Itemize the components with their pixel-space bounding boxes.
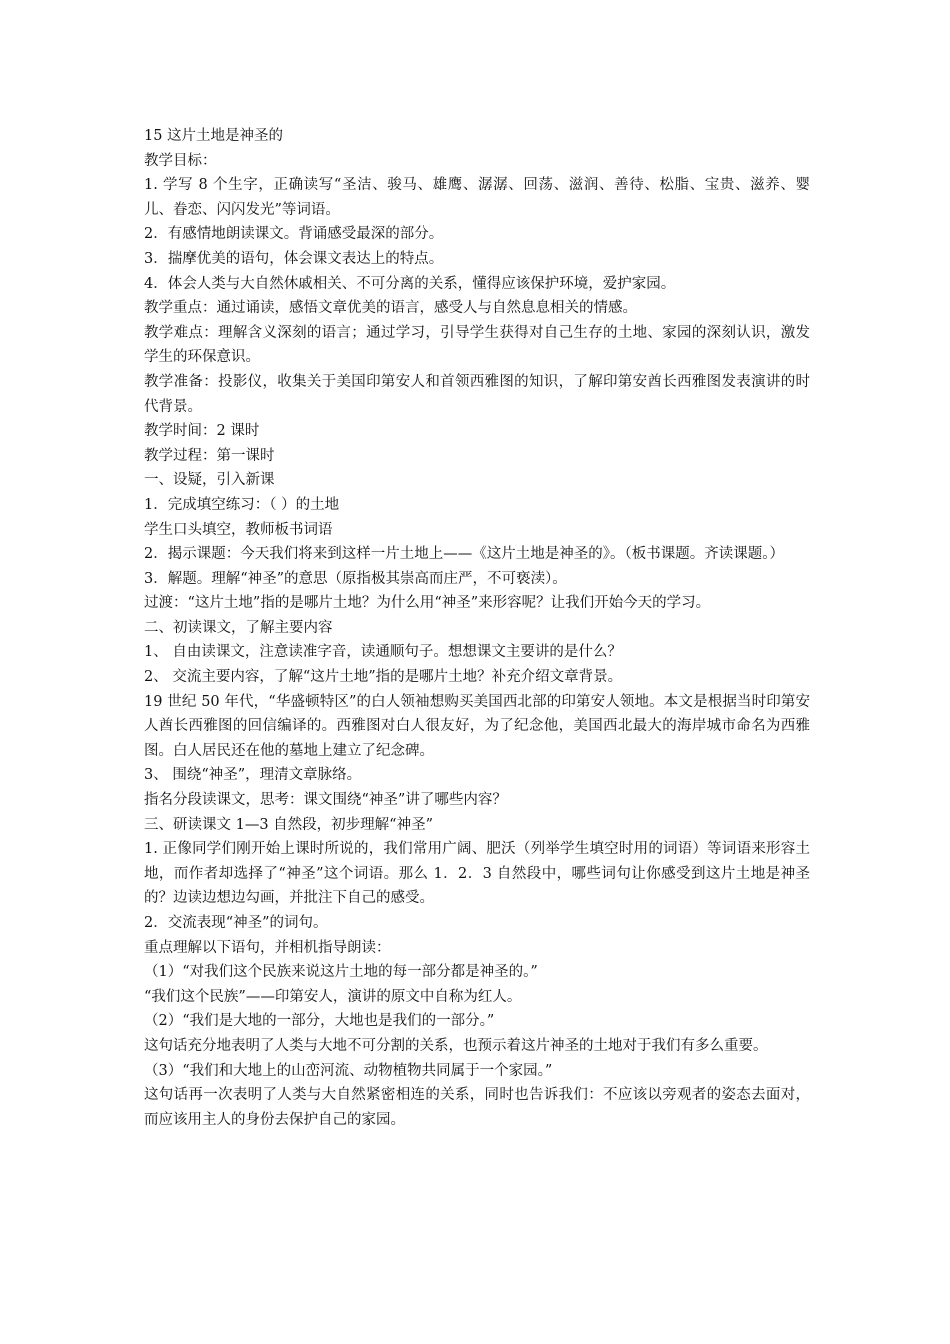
paragraph: 19 世纪 50 年代，“华盛顿特区”的白人领袖想购买美国西北部的印第安人领地。本文是根据当时印第安人酋长西雅图的回信编译的。西雅图对白人很友好，为了纪念他，美国西北最大的海岸城市命名为西雅图。白人居民还在他的墓地上建立了纪念碑。 <box>144 693 810 759</box>
paragraph: 这句话充分地表明了人类与大地不可分割的关系，也预示着这片神圣的土地对于我们有多么重要。 <box>144 1037 768 1054</box>
document-body <box>144 124 810 1132</box>
paragraph: 指名分段读课文，思考：课文围绕“神圣”讲了哪些内容？ <box>144 792 507 809</box>
paragraph: 3．解题。理解“神圣”的意思（原指极其崇高而庄严，不可亵渎）。 <box>144 570 567 587</box>
section-heading-1: 一、设疑，引入新课 <box>144 472 275 489</box>
teaching-preparation: 教学准备：投影仪，收集关于美国印第安人和首领西雅图的知识，了解印第安酋长西雅图发表演讲的时代背景。 <box>144 373 810 415</box>
paragraph: 2．交流表现“神圣”的词句。 <box>144 915 328 931</box>
paragraph: 重点理解以下语句，并相机指导朗读： <box>144 939 391 956</box>
objective-item-2: 2．有感情地朗读课文。背诵感受最深的部分。 <box>144 226 444 243</box>
teaching-time: 教学时间：2 课时 <box>144 423 260 440</box>
paragraph: “我们这个民族”——印第安人，演讲的原文中自称为红人。 <box>144 988 522 1005</box>
paragraph: 1．完成填空练习：（ ）的土地 <box>144 496 340 513</box>
paragraph: 过渡：“这片土地”指的是哪片土地？为什么用“神圣”来形容呢？让我们开始今天的学习。 <box>144 595 711 612</box>
paragraph: 1. 正像同学们刚开始上课时所说的，我们常用广阔、肥沃（列举学生填空时用的词语）等词语来形容土地，而作者却选择了“神圣”这个词语。那么 1．2．3 自然段中，哪些词句让你感受到这片土地是神圣的？边读边想边勾画，并批注下自己的感受。 <box>144 841 810 907</box>
objective-item-4: 4．体会人类与大自然休戚相关、不可分离的关系，懂得应该保护环境，爱护家园。 <box>144 275 676 292</box>
paragraph: 这句话再一次表明了人类与大自然紧密相连的关系，同时也告诉我们：不应该以旁观者的姿态去面对，而应该用主人的身份去保护自己的家园。 <box>144 1087 810 1128</box>
paragraph: 2．揭示课题：今天我们将来到这样一片土地上——《这片土地是神圣的》。（板书课题。齐读课题。） <box>144 546 784 563</box>
section-heading-2: 二、初读课文，了解主要内容 <box>144 619 333 636</box>
key-points: 教学重点：通过诵读，感悟文章优美的语言，感受人与自然息息相关的情感。 <box>144 300 637 317</box>
quote: （1）“对我们这个民族来说这片土地的每一部分都是神圣的。” <box>144 964 538 981</box>
objective-item-1: 1. 学写 8 个生字，正确读写“圣洁、骏马、雄鹰、潺潺、回荡、滋润、善待、松脂、宝贵、滋养、婴儿、眷恋、闪闪发光”等词语。 <box>144 177 810 218</box>
section-heading-objectives: 教学目标： <box>144 152 217 169</box>
teaching-process: 教学过程：第一课时 <box>144 447 275 464</box>
quote: （3）“我们和大地上的山峦河流、动物植物共同属于一个家园。” <box>144 1062 553 1079</box>
objective-item-3: 3．揣摩优美的语句，体会课文表达上的特点。 <box>144 250 444 267</box>
section-heading-3: 三、研读课文 1—3 自然段，初步理解“神圣” <box>144 816 433 833</box>
paragraph: 2、 交流主要内容，了解“这片土地”指的是哪片土地？补充介绍文章背景。 <box>144 669 623 686</box>
paragraph: 学生口头填空，教师板书词语 <box>144 521 333 538</box>
difficult-points: 教学难点：理解含义深刻的语言；通过学习，引导学生获得对自己生存的土地、家园的深刻认识，激发学生的环保意识。 <box>144 324 810 366</box>
quote: （2）“我们是大地的一部分，大地也是我们的一部分。” <box>144 1013 495 1030</box>
paragraph: 3、 围绕“神圣”，理清文章脉络。 <box>144 767 362 784</box>
lesson-title: 15 这片土地是神圣的 <box>144 128 284 144</box>
paragraph: 1、 自由读课文，注意读准字音，读通顺句子。想想课文主要讲的是什么？ <box>144 644 622 661</box>
